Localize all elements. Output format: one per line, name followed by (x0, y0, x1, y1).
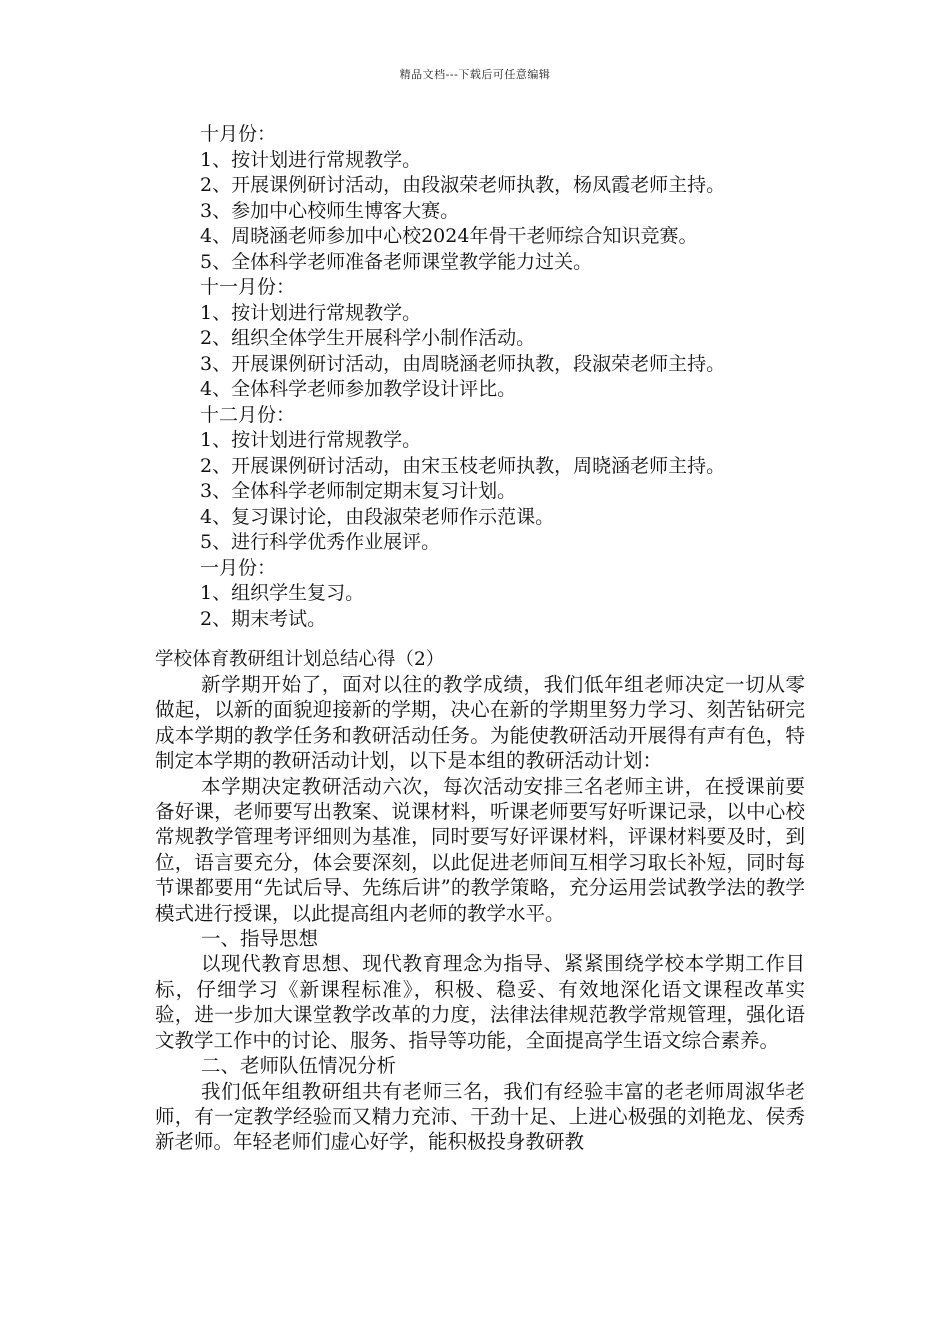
plan-line: 3、全体科学老师制定期末复习计划。 (200, 480, 517, 502)
section-title: 学校体育教研组计划总结心得（2） (155, 649, 445, 670)
plan-line: 2、组织全体学生开展科学小制作活动。 (200, 327, 536, 349)
plan-line: 2、开展课例研讨活动，由段淑荣老师执教，杨凤霞老师主持。 (200, 174, 726, 196)
article-section (155, 647, 805, 1155)
plan-line: 4、周晓涵老师参加中心校2024年骨干老师综合知识竞赛。 (200, 225, 698, 247)
plan-line: 十二月份： (200, 403, 296, 426)
plan-line: 4、全体科学老师参加教学设计评比。 (200, 378, 517, 400)
plan-line: 1、按计划进行常规教学。 (200, 429, 422, 451)
plan-line: 3、参加中心校师生博客大赛。 (200, 199, 460, 222)
heading-guiding-thought: 一、指导思想 (201, 927, 319, 951)
guiding-paragraph: 以现代教育思想、现代教育理念为指导、紧紧围绕学校本学期工作目标，仔细学习《新课程标准》，积极、稳妥、有效地深化语文课程改革实验，进一步加大课堂教学改革的力度，法律法律规范教学常规管理，强化语文教学工作中的讨论、服务、指导等功能，全面提高学生语文综合素养。 (155, 952, 805, 1052)
plan-line: 2、开展课例研讨活动，由宋玉枝老师执教，周晓涵老师主持。 (200, 454, 726, 477)
plan-line: 1、组织学生复习。 (200, 582, 365, 604)
plan-line: 一月份： (200, 556, 277, 579)
plan-line: 1、按计划进行常规教学。 (200, 148, 422, 171)
plan-line: 5、全体科学老师准备老师课堂教学能力过关。 (200, 250, 593, 273)
team-paragraph: 我们低年组教研组共有老师三名，我们有经验丰富的老老师周淑华老师，有一定教学经验而又精力充沛、干劲十足、上进心极强的刘艳龙、侯秀新老师。年轻老师们虚心好学，能积极投身教研教 (155, 1079, 805, 1154)
monthly-plan-list (200, 122, 840, 632)
heading-team-analysis: 二、老师队伍情况分析 (201, 1054, 397, 1078)
page-header: 精品文档---下载后可任意编辑 (399, 68, 551, 81)
plan-line: 3、开展课例研讨活动，由周晓涵老师执教，段淑荣老师主持。 (200, 352, 726, 375)
intro-paragraph: 新学期开始了，面对以往的教学成绩，我们低年组老师决定一切从零做起，以新的面貌迎接新的学期，决心在新的学期里努力学习、刻苦钻研完成本学期的教学任务和教研活动任务。为能使教研活动开展得有声有色，特制定本学期的教研活动计划，以下是本组的教研活动计划： (155, 673, 805, 773)
activity-paragraph: 本学期决定教研活动六次，每次活动安排三名老师主讲，在授课前要备好课，老师要写出教案、说课材料，听课老师要写好听课记录，以中心校常规教学管理考评细则为基准，同时要写好评课材料，评课材料要及时，到位，语言要充分，体会要深刻，以此促进老师间互相学习取长补短，同时每节课都要用“先试后导、先练后讲”的教学策略，充分运用尝试教学法的教学模式进行授课，以此提高组内老师的教学水平。 (155, 774, 805, 925)
plan-line: 4、复习课讨论，由段淑荣老师作示范课。 (200, 505, 555, 528)
plan-line: 2、期末考试。 (200, 607, 327, 630)
plan-line: 十月份： (200, 123, 277, 145)
plan-line: 5、进行科学优秀作业展评。 (200, 531, 441, 553)
plan-line: 十一月份： (200, 276, 296, 298)
plan-line: 1、按计划进行常规教学。 (200, 301, 422, 324)
